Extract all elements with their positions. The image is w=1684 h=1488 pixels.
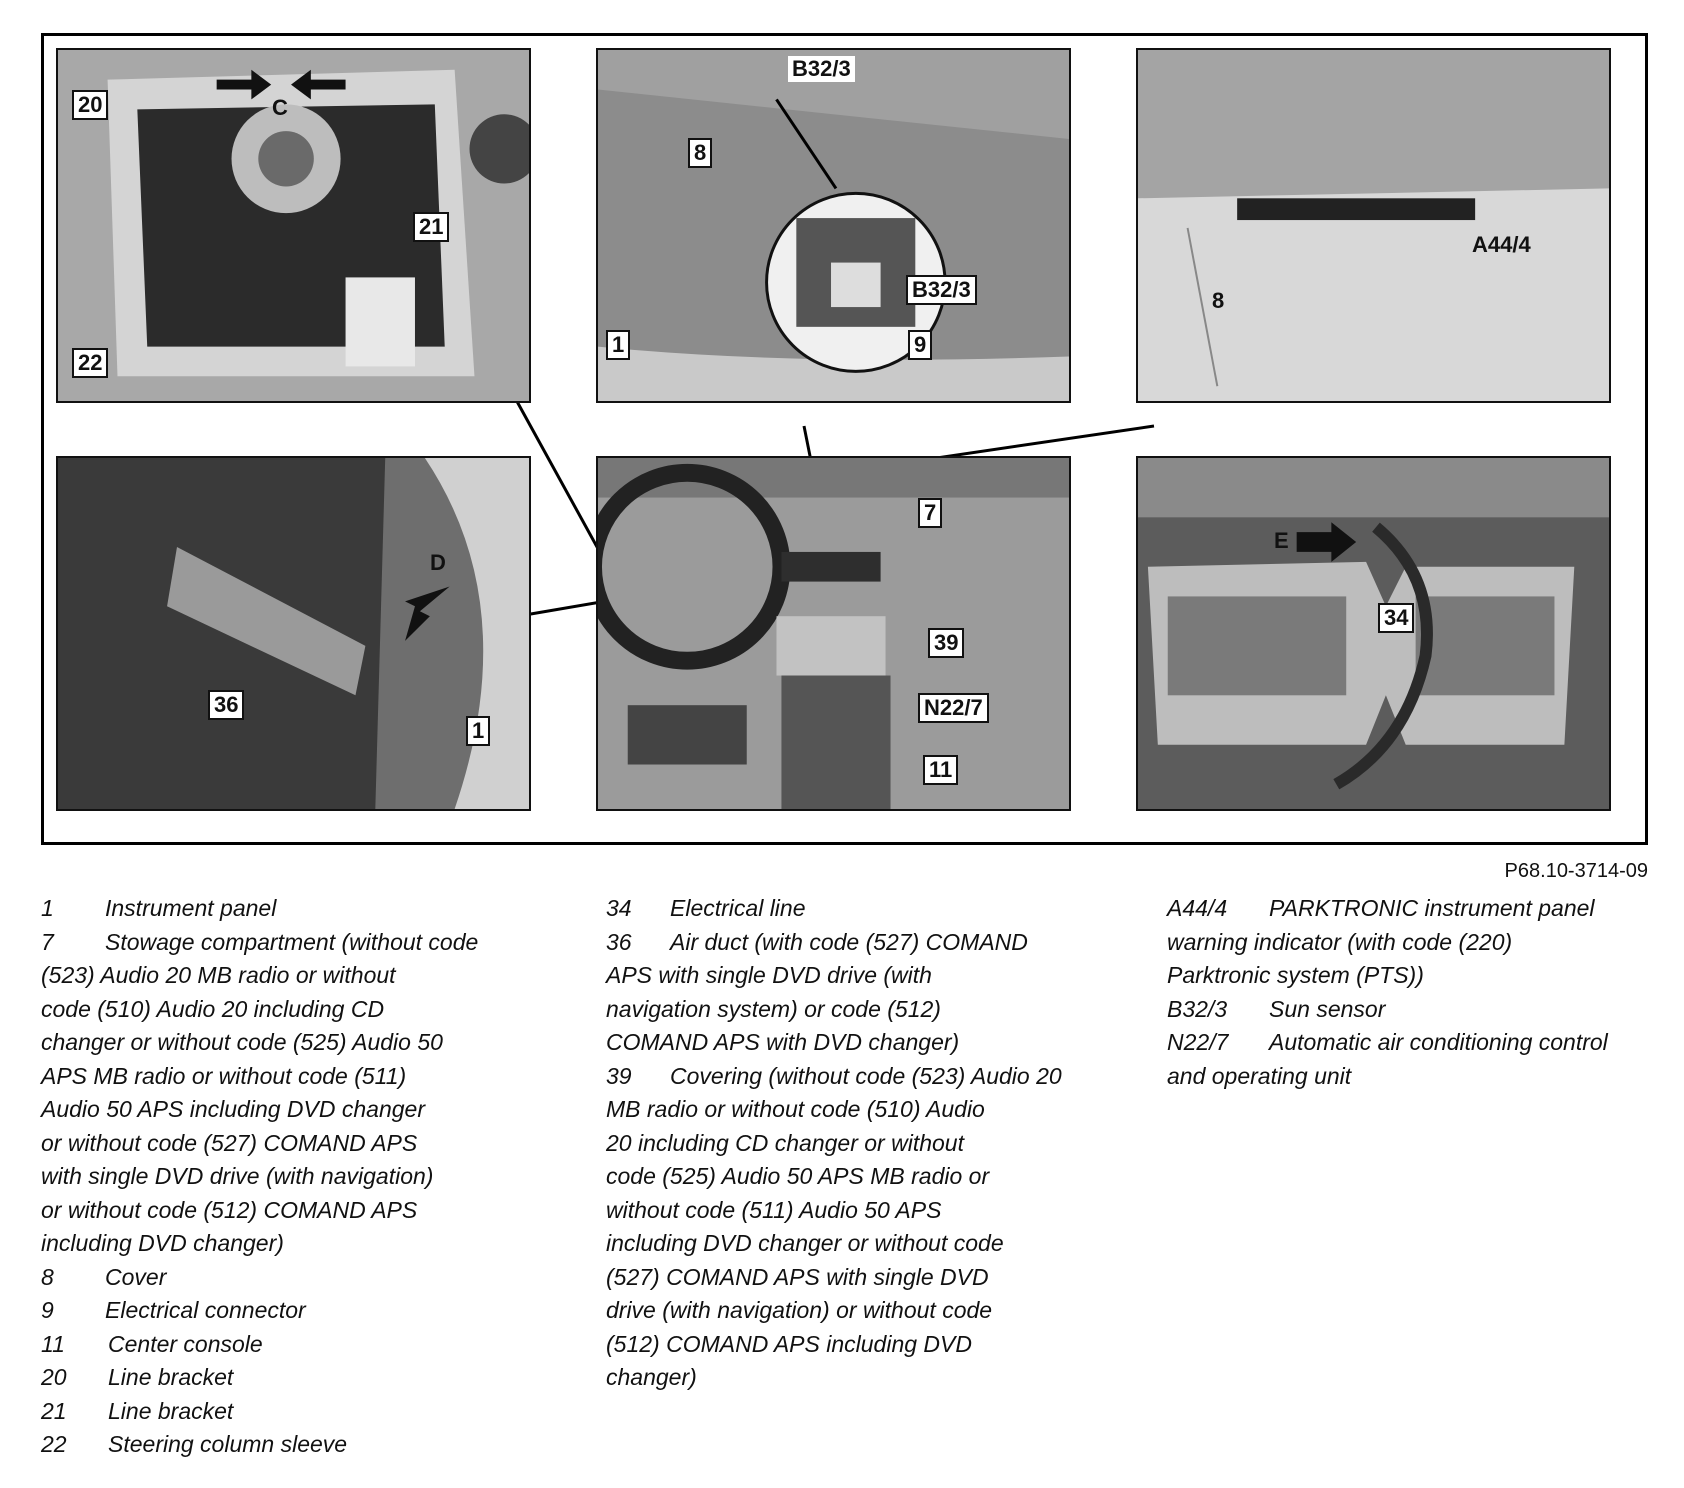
legend-line	[606, 892, 1126, 926]
legend-code: 22	[41, 1431, 67, 1457]
photo-air-duct	[56, 456, 531, 811]
legend-column-2	[606, 892, 1126, 1395]
legend-text: navigation system) or code (512)	[606, 995, 941, 1022]
legend-text: changer or without code (525) Audio 50	[41, 1029, 443, 1055]
legend-line	[606, 1060, 1126, 1094]
legend-text: Instrument panel	[105, 895, 277, 921]
callout-8-right: 8	[1212, 288, 1225, 313]
legend-line	[1167, 1060, 1667, 1094]
legend-line	[41, 1395, 561, 1429]
legend-text: Covering (without code (523) Audio 20	[670, 1062, 1062, 1089]
legend-line	[1167, 959, 1667, 993]
legend-line	[606, 1328, 1126, 1362]
callout-39: 39	[928, 628, 964, 658]
legend-text: APS MB radio or without code (511)	[41, 1062, 407, 1089]
legend-line	[41, 1160, 561, 1194]
legend-line	[606, 1194, 1126, 1228]
photo-steering-column	[56, 48, 531, 403]
legend-text: (523) Audio 20 MB radio or without	[41, 962, 396, 988]
callout-20: 20	[72, 90, 108, 120]
callout-n22-7: N22/7	[918, 693, 989, 723]
legend-text: Line bracket	[108, 1364, 234, 1390]
photo-dashboard-overview	[596, 456, 1071, 811]
callout-b32-3-top: B32/3	[788, 56, 855, 82]
legend-text: MB radio or without code (510) Audio	[606, 1096, 985, 1122]
callout-21: 21	[413, 212, 449, 242]
legend-line	[606, 1127, 1126, 1161]
callout-22: 22	[72, 348, 108, 378]
legend-line	[41, 1328, 561, 1362]
legend-line	[1167, 993, 1667, 1027]
legend-line	[606, 1227, 1126, 1261]
legend-text: Electrical line	[670, 895, 806, 921]
callout-8-top: 8	[688, 138, 712, 168]
legend-code: 36	[606, 928, 632, 955]
legend-text: changer)	[606, 1364, 697, 1390]
legend-text: Automatic air conditioning control	[1269, 1029, 1608, 1055]
legend-line	[41, 892, 561, 926]
legend-line	[41, 1428, 561, 1462]
legend-code: B32/3	[1167, 995, 1228, 1022]
legend-line	[41, 1026, 561, 1060]
legend-line	[41, 1093, 561, 1127]
legend-text: without code (511) Audio 50 APS	[606, 1196, 942, 1223]
legend-text: (512) COMAND APS including DVD	[606, 1330, 972, 1357]
callout-36: 36	[208, 690, 244, 720]
legend-code: 7	[41, 928, 54, 955]
legend-text: APS with single DVD drive (with	[606, 962, 932, 988]
legend-line	[606, 959, 1126, 993]
legend-line	[41, 1194, 561, 1228]
legend-text: Stowage compartment (without code	[105, 928, 479, 955]
legend-code: 9	[41, 1297, 54, 1323]
callout-d: D	[430, 550, 446, 575]
legend-code: 34	[606, 895, 632, 921]
legend-line	[606, 1261, 1126, 1295]
legend-text: code (525) Audio 50 APS MB radio or	[606, 1163, 990, 1189]
legend-text: and operating unit	[1167, 1062, 1352, 1089]
legend-text: (527) COMAND APS with single DVD	[606, 1263, 989, 1290]
legend-text: Parktronic system (PTS))	[1167, 962, 1424, 988]
legend-text: code (510) Audio 20 including CD	[41, 995, 385, 1022]
legend-line	[606, 926, 1126, 960]
legend-text: with single DVD drive (with navigation)	[41, 1163, 434, 1189]
legend-code: 39	[606, 1062, 632, 1089]
legend-line	[41, 1361, 561, 1395]
legend-text: Cover	[105, 1263, 167, 1290]
legend-line	[41, 993, 561, 1027]
legend-line	[41, 959, 561, 993]
legend-code: 20	[41, 1364, 67, 1390]
legend-code: 1	[41, 895, 54, 921]
legend-text: 20 including CD changer or without	[606, 1129, 964, 1156]
legend-text: drive (with navigation) or without code	[606, 1297, 993, 1323]
legend-code: A44/4	[1167, 895, 1228, 921]
legend-line	[1167, 892, 1667, 926]
legend-line	[41, 926, 561, 960]
legend-line	[606, 1294, 1126, 1328]
callout-b32-3-inset: B32/3	[906, 275, 977, 305]
callout-34: 34	[1378, 603, 1414, 633]
legend-line	[41, 1060, 561, 1094]
legend-line	[41, 1261, 561, 1295]
legend-code: 11	[41, 1330, 65, 1357]
callout-1-bottom: 1	[466, 716, 490, 746]
legend-column-1	[41, 892, 561, 1462]
legend-text: PARKTRONIC instrument panel	[1269, 895, 1595, 921]
callout-e: E	[1274, 528, 1289, 553]
legend-line	[1167, 1026, 1667, 1060]
legend-text: or without code (512) COMAND APS	[41, 1196, 418, 1223]
legend-line	[606, 1093, 1126, 1127]
legend-line	[41, 1227, 561, 1261]
legend-line	[41, 1127, 561, 1161]
legend-text: Electrical connector	[105, 1297, 306, 1323]
legend-text: Center console	[108, 1330, 263, 1357]
legend-text: warning indicator (with code (220)	[1167, 928, 1513, 955]
legend-code: 21	[41, 1397, 67, 1424]
legend-code: N22/7	[1167, 1029, 1229, 1055]
figure-frame	[41, 33, 1648, 845]
legend-code: 8	[41, 1263, 54, 1290]
photo-parktronic-indicator	[1136, 48, 1611, 403]
photo-sun-sensor	[596, 48, 1071, 403]
callout-11: 11	[923, 755, 958, 785]
legend-column-3	[1167, 892, 1667, 1093]
callout-9: 9	[908, 330, 932, 360]
legend-text: Audio 50 APS including DVD changer	[41, 1096, 425, 1122]
legend-text: including DVD changer)	[41, 1230, 284, 1256]
legend-line	[41, 1294, 561, 1328]
legend-text: Air duct (with code (527) COMAND	[670, 928, 1028, 955]
callout-7: 7	[918, 498, 942, 528]
photo-electrical-line	[1136, 456, 1611, 811]
callout-1-top: 1	[606, 330, 630, 360]
legend-text: Line bracket	[108, 1397, 234, 1424]
legend-text: Sun sensor	[1269, 995, 1386, 1022]
legend-line	[1167, 926, 1667, 960]
callout-a44-4: A44/4	[1472, 232, 1531, 257]
callout-c: C	[272, 95, 288, 120]
legend-line	[606, 1160, 1126, 1194]
legend-text: or without code (527) COMAND APS	[41, 1129, 418, 1156]
legend-line	[606, 1361, 1126, 1395]
legend-text: COMAND APS with DVD changer)	[606, 1029, 960, 1055]
figure-id: P68.10-3714-09	[1504, 860, 1648, 882]
legend-text: including DVD changer or without code	[606, 1230, 1004, 1256]
legend-line	[606, 993, 1126, 1027]
legend-line	[606, 1026, 1126, 1060]
legend-text: Steering column sleeve	[108, 1431, 348, 1457]
